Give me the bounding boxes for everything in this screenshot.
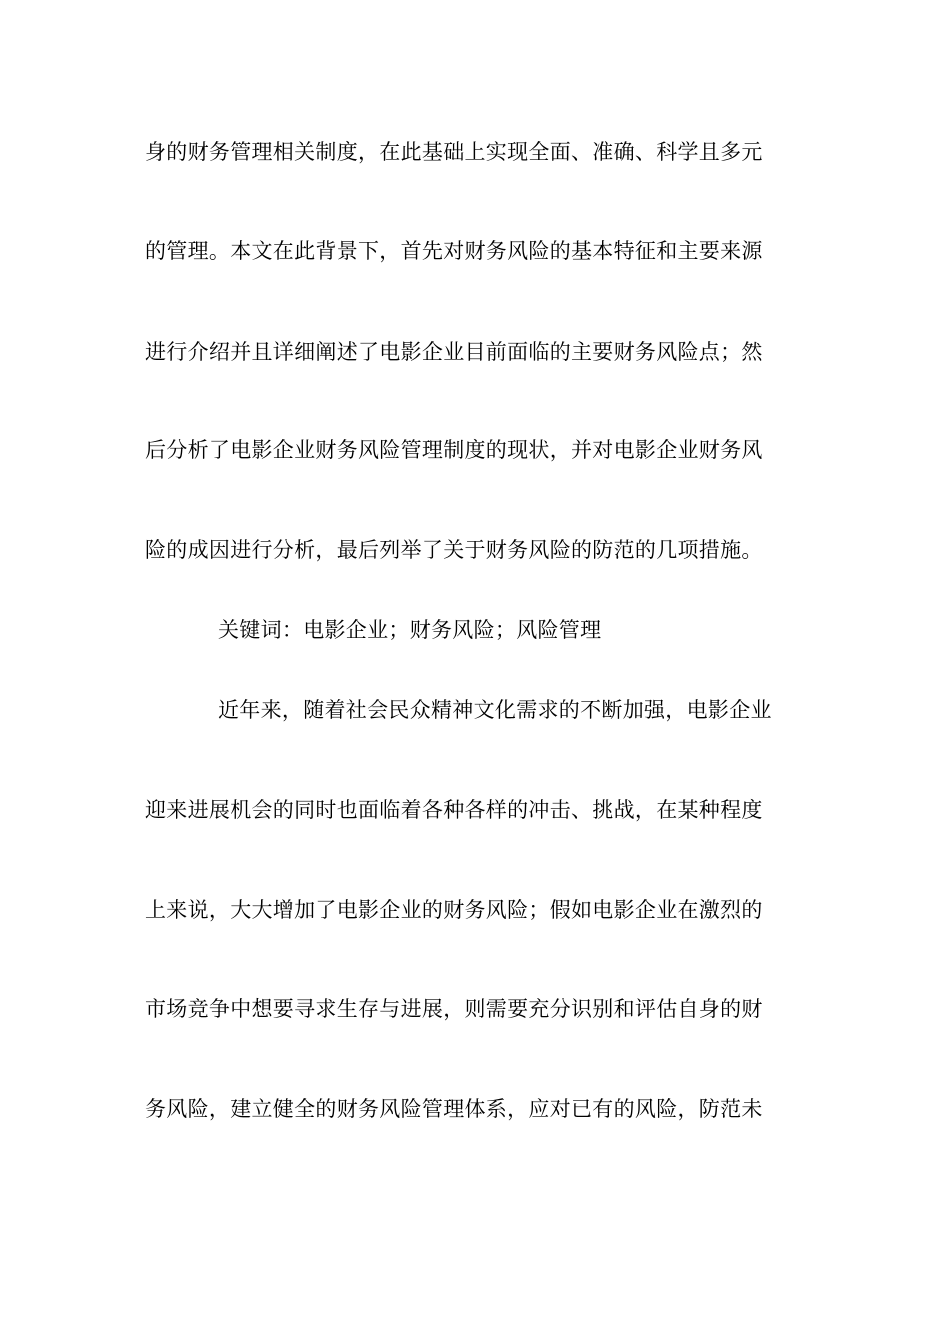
abstract-line: 后分析了电影企业财务风险管理制度的现状，并对电影企业财务风: [145, 438, 763, 462]
intro-line: 务风险，建立健全的财务风险管理体系，应对已有的风险，防范未: [145, 1097, 763, 1121]
intro-line: 上来说，大大增加了电影企业的财务风险；假如电影企业在激烈的: [145, 898, 763, 922]
abstract-line: 进行介绍并且详细阐述了电影企业目前面临的主要财务风险点；然: [145, 340, 763, 364]
intro-line: 近年来，随着社会民众精神文化需求的不断加强，电影企业: [218, 698, 772, 722]
abstract-line: 的管理。本文在此背景下，首先对财务风险的基本特征和主要来源: [145, 239, 763, 263]
intro-line: 市场竞争中想要寻求生存与进展，则需要充分识别和评估自身的财: [145, 997, 763, 1021]
abstract-line: 险的成因进行分析，最后列举了关于财务风险的防范的几项措施。: [145, 538, 763, 562]
intro-line: 迎来进展机会的同时也面临着各种各样的冲击、挑战，在某种程度: [145, 798, 763, 822]
abstract-line: 身的财务管理相关制度，在此基础上实现全面、准确、科学且多元: [145, 140, 763, 164]
keywords-line: 关键词：电影企业；财务风险；风险管理: [218, 618, 602, 642]
